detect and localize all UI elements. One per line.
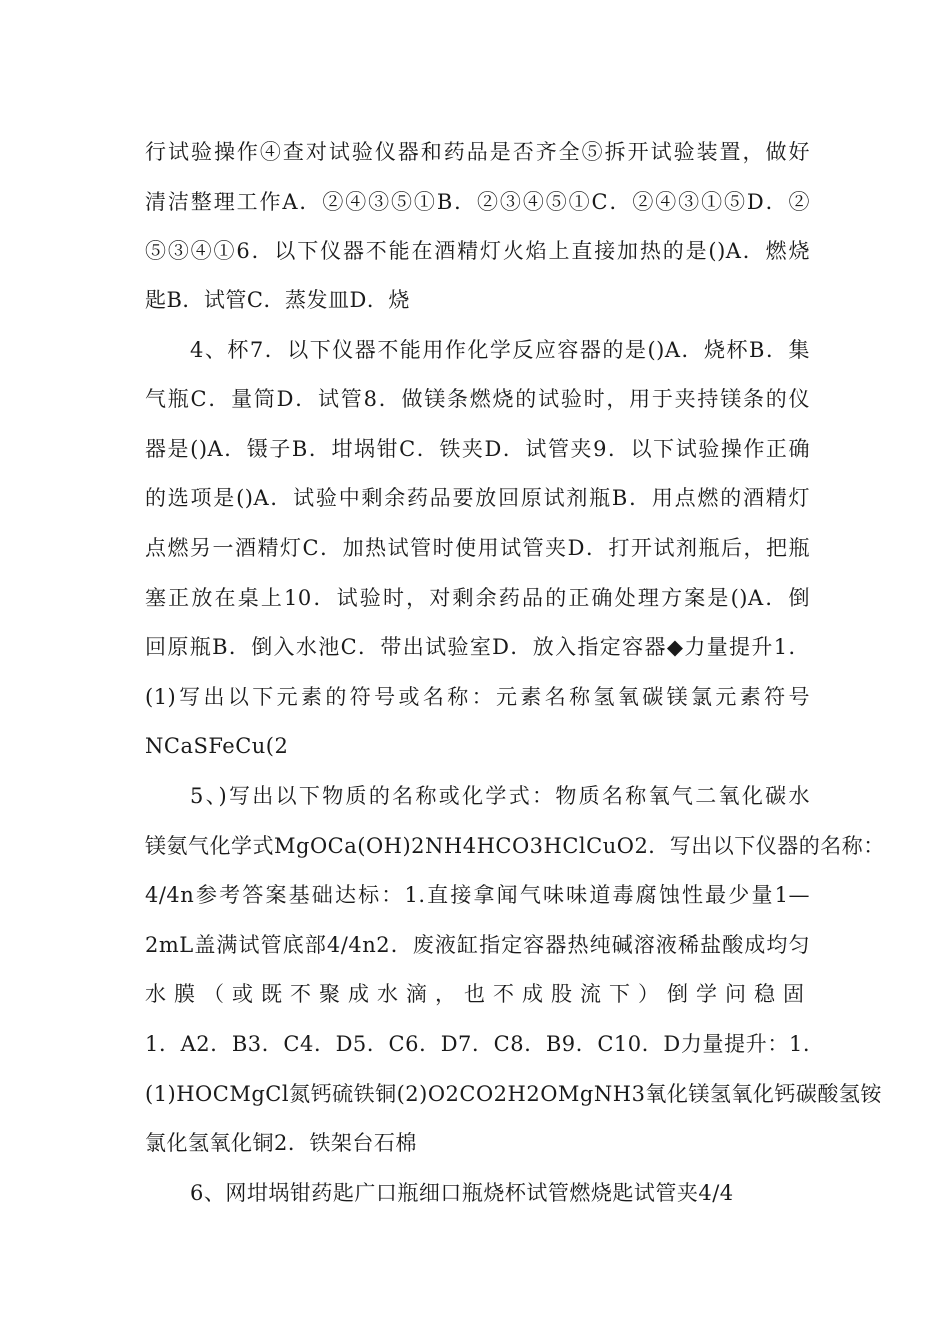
text-line-20: (1)HOCMgCl氮钙硫铁铜(2)O2CO2H2OMgNH3氧化镁氢氧化钙碳酸氢铵 — [145, 1082, 882, 1106]
text-line-13: NCaSFeCu(2 — [145, 734, 289, 758]
text-line-9: 点燃另一酒精灯C．加热试管时使用试管夹D．打开试剂瓶后，把瓶 — [145, 536, 810, 560]
text-line-14: 5、)写出以下物质的名称或化学式：物质名称氧气二氧化碳水 — [190, 784, 810, 808]
text-line-19: 1．A2．B3．C4．D5．C6．D7．C8．B9．C10．D力量提升：1. — [145, 1032, 810, 1056]
text-line-1: 行试验操作④查对试验仪器和药品是否齐全⑤拆开试验装置，做好 — [145, 140, 810, 164]
text-line-15: 镁氨气化学式MgOCa(OH)2NH4HCO3HClCuO2．写出以下仪器的名称： — [145, 834, 885, 858]
text-line-2: 清洁整理工作A．②④③⑤①B．②③④⑤①C．②④③①⑤D．② — [145, 190, 810, 214]
text-line-4: 匙B．试管C．蒸发皿D．烧 — [145, 288, 410, 312]
text-line-5: 4、杯7．以下仪器不能用作化学反应容器的是()A．烧杯B．集 — [190, 338, 810, 362]
text-line-21: 氯化氢氧化铜2．铁架台石棉 — [145, 1131, 417, 1155]
text-line-11: 回原瓶B．倒入水池C．带出试验室D．放入指定容器◆力量提升1． — [145, 635, 810, 659]
text-line-10: 塞正放在桌上10．试验时，对剩余药品的正确处理方案是()A．倒 — [145, 586, 810, 610]
text-line-22: 6、网坩埚钳药匙广口瓶细口瓶烧杯试管燃烧匙试管夹4/4 — [190, 1181, 734, 1205]
text-line-8: 的选项是()A．试验中剩余药品要放回原试剂瓶B．用点燃的酒精灯 — [145, 486, 810, 510]
text-line-3: ⑤③④①6．以下仪器不能在酒精灯火焰上直接加热的是()A．燃烧 — [145, 239, 810, 263]
text-line-16: 4/4n参考答案基础达标：1.直接拿闻气味味道毒腐蚀性最少量1— — [145, 883, 810, 907]
text-line-12: (1)写出以下元素的符号或名称：元素名称氢氧碳镁氯元素符号 — [145, 685, 810, 709]
text-line-7: 器是()A．镊子B．坩埚钳C．铁夹D．试管夹9．以下试验操作正确 — [145, 437, 810, 461]
text-line-17: 2mL盖满试管底部4/4n2．废液缸指定容器热纯碱溶液稀盐酸成均匀 — [145, 933, 810, 957]
text-line-6: 气瓶C．量筒D．试管8．做镁条燃烧的试验时，用于夹持镁条的仪 — [145, 387, 810, 411]
text-line-18: 水膜（或既不聚成水滴，也不成股流下）倒学问稳固 — [145, 982, 810, 1006]
